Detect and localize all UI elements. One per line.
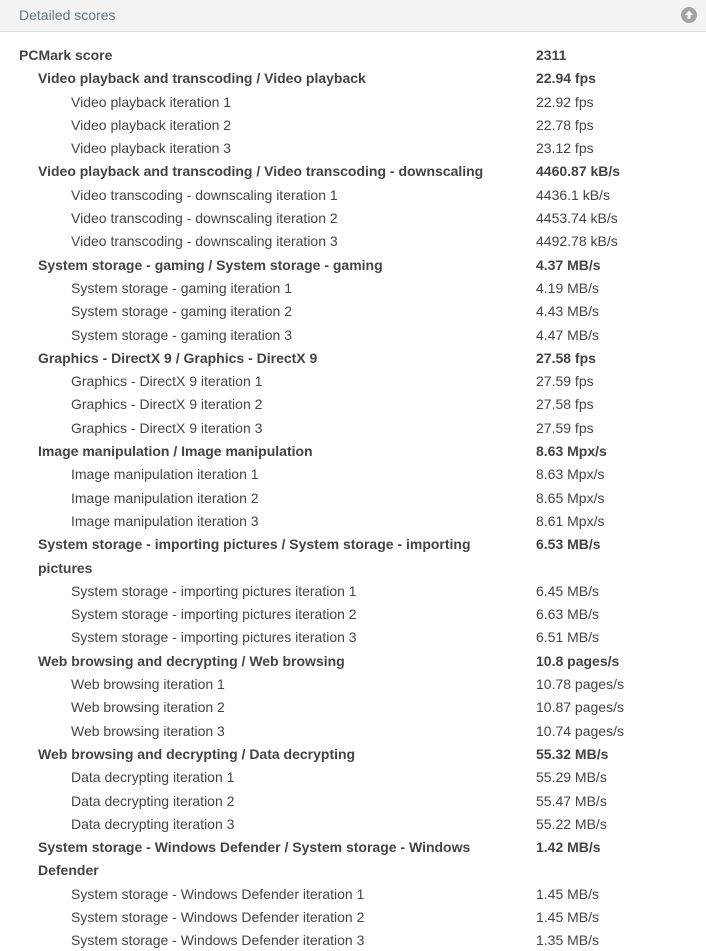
iteration-row: [0, 324, 706, 347]
score-group-row: [0, 254, 706, 277]
iteration-value: 23.12 fps: [536, 140, 594, 157]
iteration-label: System storage - Windows Defender iteration 1: [71, 885, 365, 902]
group-value: 55.32 MB/s: [536, 745, 609, 762]
iteration-value: 4.47 MB/s: [536, 326, 600, 343]
iteration-row: [0, 720, 706, 743]
score-group-row: [0, 533, 706, 580]
panel-title: Detailed scores: [19, 7, 116, 23]
score-groups: [0, 67, 706, 951]
iteration-value: 6.51 MB/s: [536, 629, 600, 646]
iteration-row: [0, 417, 706, 440]
iteration-label: Graphics - DirectX 9 iteration 2: [71, 396, 263, 413]
score-group-row: [0, 650, 706, 673]
iteration-row: [0, 137, 706, 160]
group-label: Video playback and transcoding / Video playback: [38, 70, 366, 87]
group-label: Video playback and transcoding / Video transcoding - downscaling: [38, 163, 484, 180]
iteration-row: [0, 906, 706, 929]
iteration-row: [0, 510, 706, 533]
iteration-row: [0, 626, 706, 649]
iteration-row: [0, 184, 706, 207]
iteration-label: Web browsing iteration 2: [71, 699, 225, 716]
iteration-value: 10.78 pages/s: [536, 676, 624, 693]
group-label: Graphics - DirectX 9 / Graphics - DirectX 9: [38, 349, 318, 366]
group-value: 1.42 MB/s: [536, 839, 601, 856]
iteration-label: System storage - importing pictures iteration 1: [71, 582, 357, 599]
iteration-value: 4436.1 kB/s: [536, 186, 610, 203]
iteration-label: Video transcoding - downscaling iteration 1: [71, 186, 338, 203]
iteration-label: System storage - Windows Defender iteration 2: [71, 908, 365, 925]
iteration-row: [0, 300, 706, 323]
iteration-label: Video playback iteration 2: [71, 116, 232, 133]
score-value: 2311: [536, 47, 567, 63]
iteration-value: 1.45 MB/s: [536, 885, 600, 902]
iteration-label: Image manipulation iteration 2: [71, 489, 259, 506]
iteration-value: 4453.74 kB/s: [536, 210, 618, 227]
iteration-label: System storage - Windows Defender iteration 3: [71, 932, 365, 949]
iteration-label: System storage - gaming iteration 1: [71, 279, 292, 296]
iteration-value: 1.45 MB/s: [536, 908, 600, 925]
iteration-row: [0, 790, 706, 813]
group-value: 27.58 fps: [536, 349, 596, 366]
iteration-value: 27.58 fps: [536, 396, 594, 413]
collapse-up-icon[interactable]: [681, 7, 697, 23]
iteration-value: 27.59 fps: [536, 419, 594, 436]
group-value: 22.94 fps: [536, 70, 596, 87]
group-value: 10.8 pages/s: [536, 652, 620, 669]
iteration-value: 6.63 MB/s: [536, 606, 600, 623]
iteration-label: System storage - importing pictures iteration 2: [71, 606, 357, 623]
iteration-label: Graphics - DirectX 9 iteration 1: [71, 373, 263, 390]
iteration-value: 22.92 fps: [536, 93, 594, 110]
pcmark-score-row: [0, 44, 706, 67]
iteration-label: Video transcoding - downscaling iteration 3: [71, 233, 338, 250]
iteration-value: 4492.78 kB/s: [536, 233, 618, 250]
iteration-row: [0, 580, 706, 603]
iteration-row: [0, 813, 706, 836]
iteration-value: 55.47 MB/s: [536, 792, 607, 809]
panel-header[interactable]: [0, 0, 706, 32]
iteration-row: [0, 883, 706, 906]
iteration-label: Web browsing iteration 3: [71, 722, 225, 739]
group-label: System storage - importing pictures / System storage - importing pictures: [38, 536, 471, 576]
score-label: PCMark score: [19, 47, 113, 63]
iteration-value: 10.74 pages/s: [536, 722, 624, 739]
scores-list: [0, 44, 706, 951]
score-group-row: [0, 347, 706, 370]
iteration-row: [0, 766, 706, 789]
iteration-label: Graphics - DirectX 9 iteration 3: [71, 419, 263, 436]
iteration-row: [0, 393, 706, 416]
iteration-label: Video playback iteration 3: [71, 140, 232, 157]
iteration-row: [0, 91, 706, 114]
iteration-value: 8.61 Mpx/s: [536, 512, 605, 529]
iteration-label: System storage - gaming iteration 2: [71, 303, 292, 320]
group-label: Web browsing and decrypting / Web browsing: [38, 652, 345, 669]
iteration-row: [0, 673, 706, 696]
score-group-row: [0, 160, 706, 183]
score-group-row: [0, 743, 706, 766]
iteration-row: [0, 603, 706, 626]
group-label: Web browsing and decrypting / Data decrypting: [38, 745, 356, 762]
iteration-row: [0, 696, 706, 719]
iteration-row: [0, 230, 706, 253]
iteration-label: Image manipulation iteration 3: [71, 512, 259, 529]
iteration-value: 27.59 fps: [536, 373, 594, 390]
group-value: 4460.87 kB/s: [536, 163, 621, 180]
iteration-row: [0, 114, 706, 137]
iteration-label: Image manipulation iteration 1: [71, 466, 259, 483]
iteration-value: 4.19 MB/s: [536, 279, 600, 296]
iteration-value: 8.65 Mpx/s: [536, 489, 605, 506]
iteration-label: Web browsing iteration 1: [71, 676, 225, 693]
score-group-row: [0, 67, 706, 90]
group-label: Image manipulation / Image manipulation: [38, 443, 313, 460]
iteration-row: [0, 370, 706, 393]
group-value: 4.37 MB/s: [536, 256, 601, 273]
iteration-value: 1.35 MB/s: [536, 932, 600, 949]
iteration-label: Data decrypting iteration 3: [71, 815, 235, 832]
iteration-value: 10.87 pages/s: [536, 699, 624, 716]
iteration-row: [0, 463, 706, 486]
iteration-row: [0, 207, 706, 230]
iteration-value: 55.29 MB/s: [536, 769, 607, 786]
group-value: 6.53 MB/s: [536, 536, 601, 553]
iteration-label: System storage - gaming iteration 3: [71, 326, 292, 343]
score-group-row: [0, 440, 706, 463]
iteration-value: 22.78 fps: [536, 116, 594, 133]
iteration-value: 55.22 MB/s: [536, 815, 607, 832]
iteration-label: System storage - importing pictures iteration 3: [71, 629, 357, 646]
iteration-row: [0, 277, 706, 300]
iteration-value: 6.45 MB/s: [536, 582, 600, 599]
iteration-row: [0, 487, 706, 510]
iteration-label: Data decrypting iteration 1: [71, 769, 235, 786]
iteration-label: Data decrypting iteration 2: [71, 792, 235, 809]
iteration-value: 8.63 Mpx/s: [536, 466, 605, 483]
score-group-row: [0, 836, 706, 883]
group-label: System storage - Windows Defender / System storage - Windows Defender: [38, 839, 471, 879]
group-label: System storage - gaming / System storage - gaming: [38, 256, 383, 273]
iteration-row: [0, 929, 706, 951]
iteration-value: 4.43 MB/s: [536, 303, 600, 320]
group-value: 8.63 Mpx/s: [536, 443, 607, 460]
iteration-label: Video playback iteration 1: [71, 93, 232, 110]
iteration-label: Video transcoding - downscaling iteration 2: [71, 210, 338, 227]
